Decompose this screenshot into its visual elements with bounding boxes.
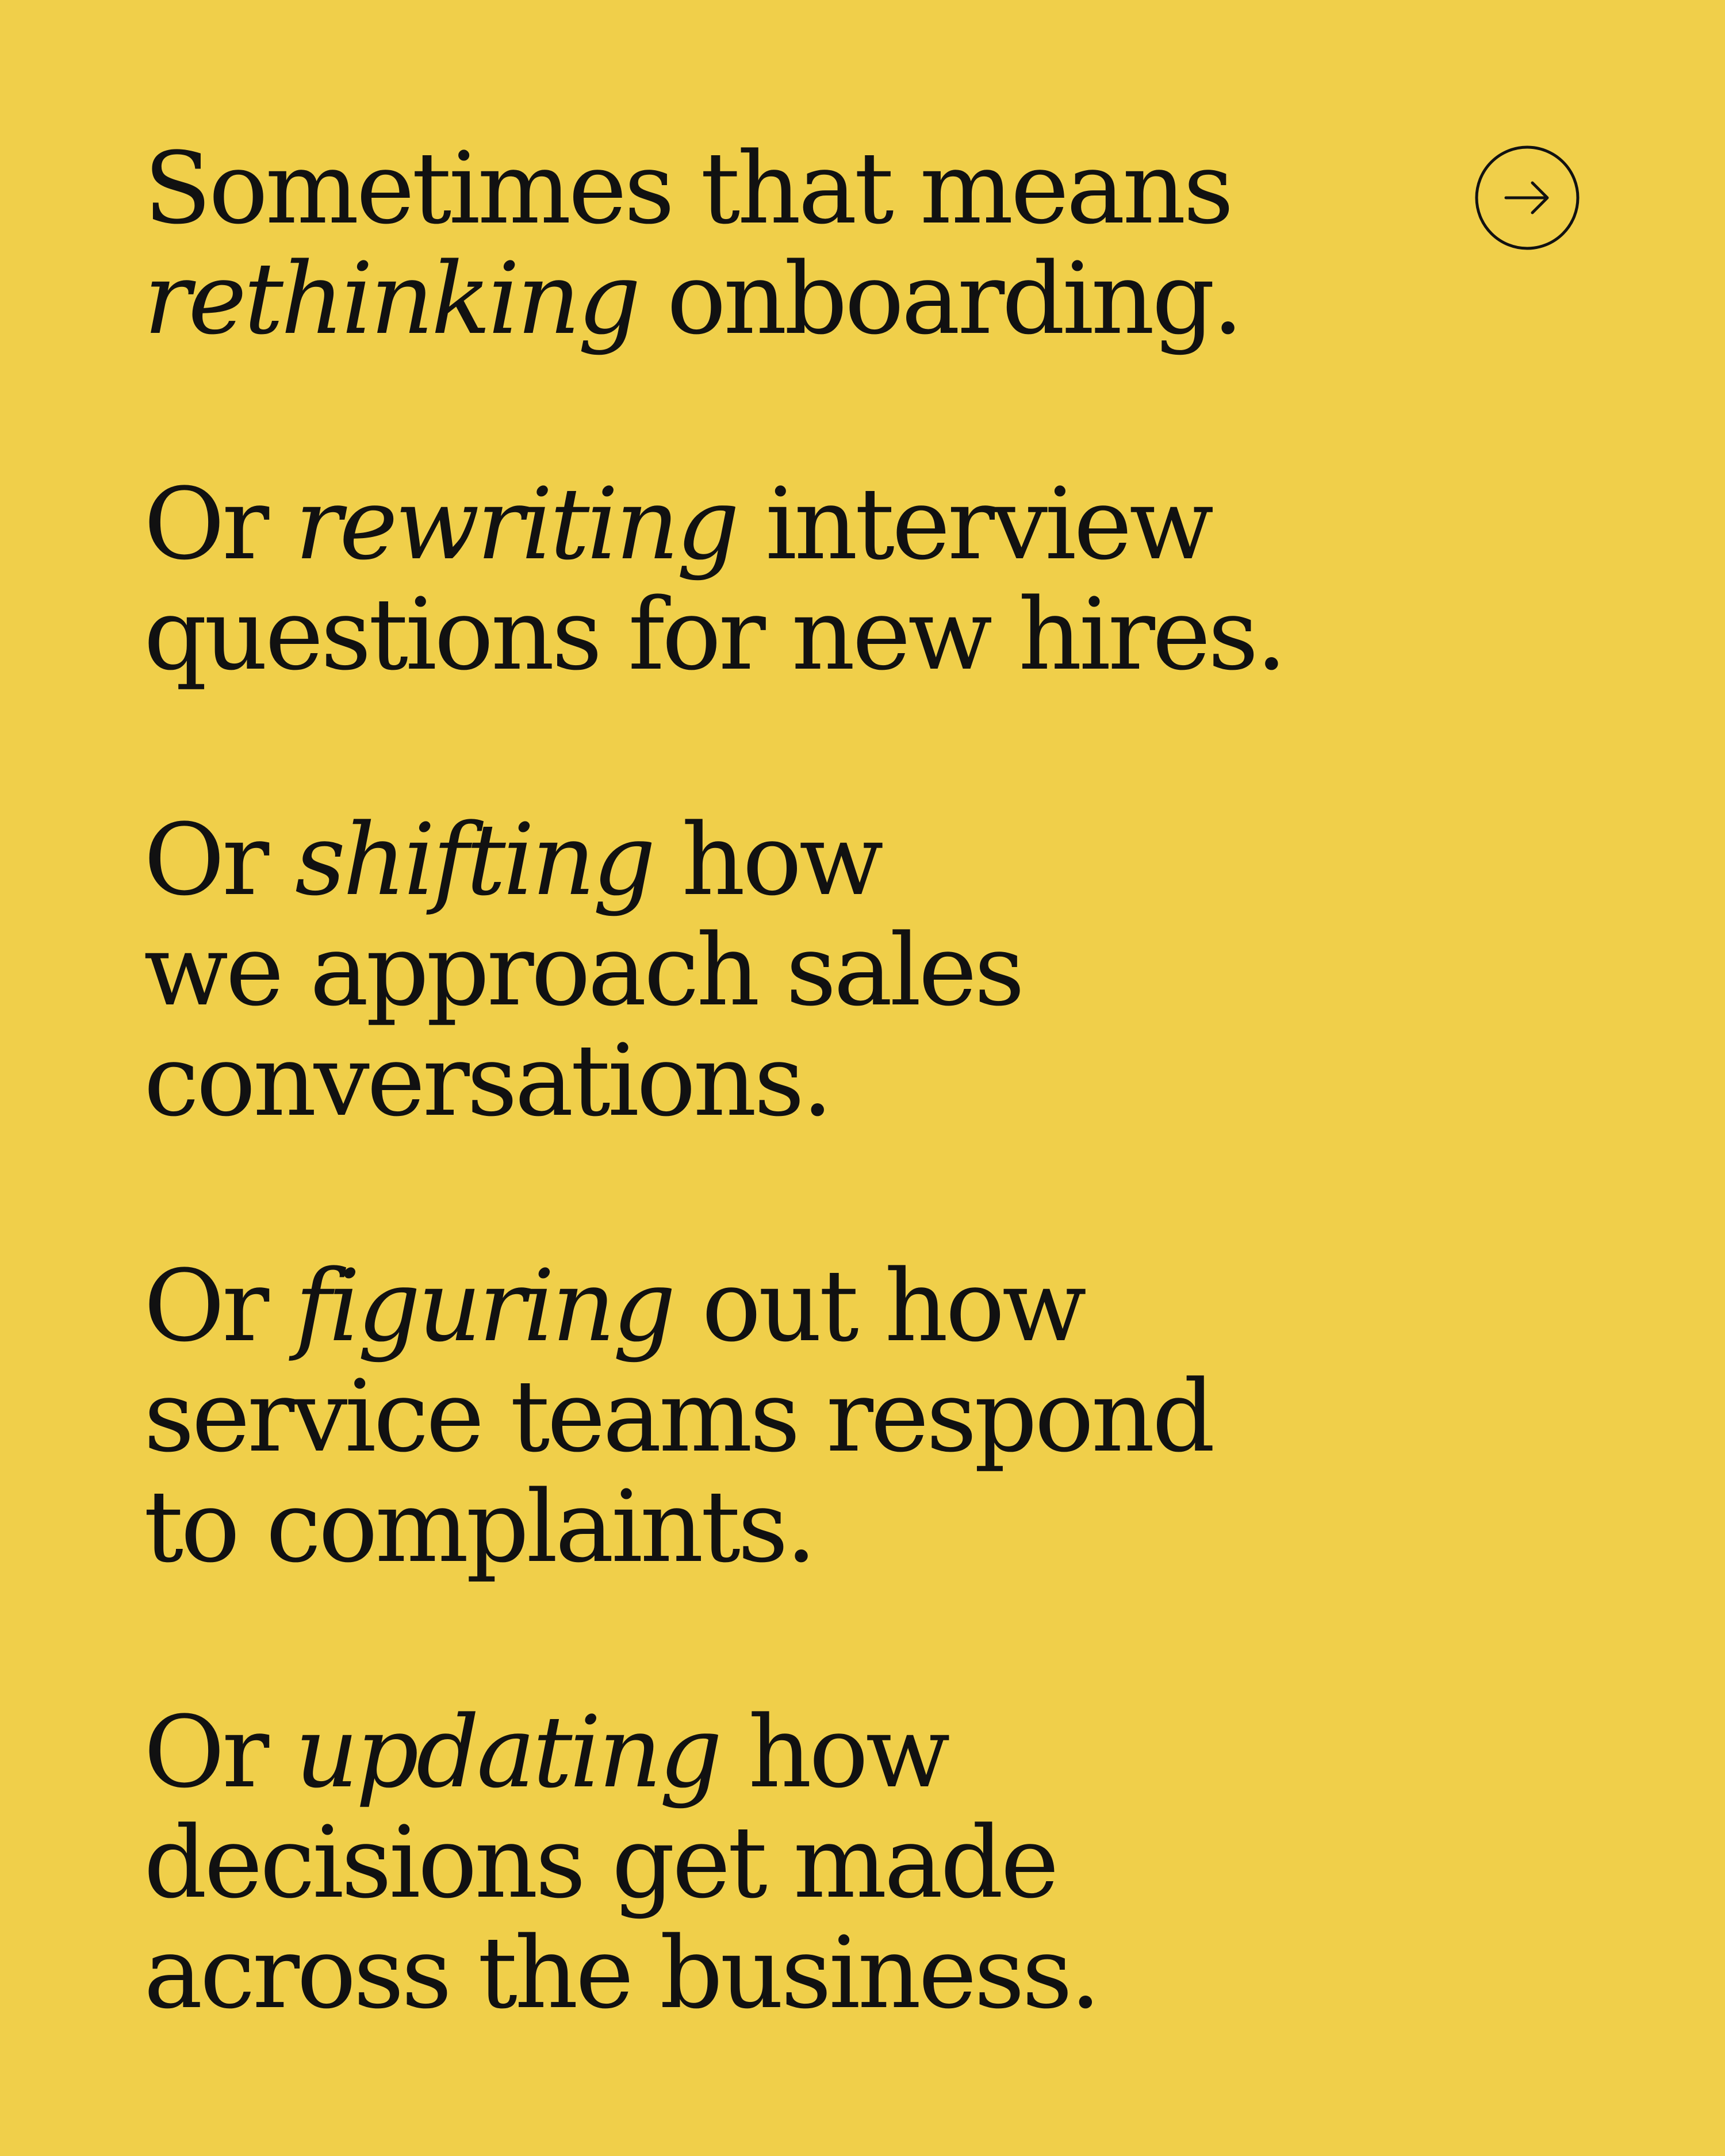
text-segment: to complaints.	[144, 1469, 814, 1585]
paragraph-line	[144, 577, 1524, 692]
paragraph-interview-questions	[144, 466, 1524, 692]
italic-emphasis: updating	[294, 1694, 720, 1810]
paragraph-line	[144, 1361, 1524, 1472]
text-segment: Or	[144, 1248, 295, 1364]
paragraph-decision-making	[144, 1694, 1524, 2031]
paragraph-line	[144, 1469, 1524, 1585]
arrow-right-circle-icon	[1474, 145, 1580, 251]
paragraph-line	[144, 133, 1524, 244]
paragraph-line	[144, 1694, 1524, 1810]
text-segment: out how	[673, 1248, 1084, 1364]
paragraph-line	[144, 1023, 1524, 1138]
paragraph-onboarding	[144, 133, 1524, 354]
text-segment: we approach sales	[144, 912, 1022, 1028]
paragraph-service-complaints	[144, 1248, 1524, 1585]
text-segment: Or	[144, 466, 295, 582]
paragraph-line	[144, 912, 1524, 1028]
text-segment: Sometimes that means	[144, 131, 1231, 246]
italic-emphasis: rethinking	[144, 241, 638, 356]
italic-emphasis: rewriting	[294, 466, 737, 582]
text-segment: Or	[144, 802, 295, 918]
text-segment: decisions get made	[144, 1805, 1056, 1920]
text-segment: conversations.	[144, 1023, 831, 1138]
paragraph-line	[144, 241, 1524, 356]
italic-emphasis: figuring	[294, 1248, 673, 1364]
text-segment: questions for new hires.	[144, 577, 1285, 692]
text-segment: onboarding.	[638, 241, 1241, 356]
text-segment: across the business.	[144, 1915, 1099, 2031]
paragraph-line	[144, 466, 1524, 582]
paragraph-line	[144, 1805, 1524, 1920]
text-segment: interview	[737, 466, 1212, 582]
text-segment: how	[653, 802, 881, 918]
main-copy	[144, 131, 1524, 2031]
paragraph-line	[144, 1248, 1524, 1364]
next-button[interactable]	[1474, 145, 1580, 251]
text-segment: how	[719, 1694, 948, 1810]
paragraph-line	[144, 1915, 1524, 2031]
paragraph-sales-conversations	[144, 802, 1524, 1138]
paragraph-line	[144, 802, 1524, 918]
text-segment: Or	[144, 1694, 295, 1810]
italic-emphasis: shifting	[294, 802, 653, 918]
text-segment: service teams respond	[144, 1359, 1213, 1474]
